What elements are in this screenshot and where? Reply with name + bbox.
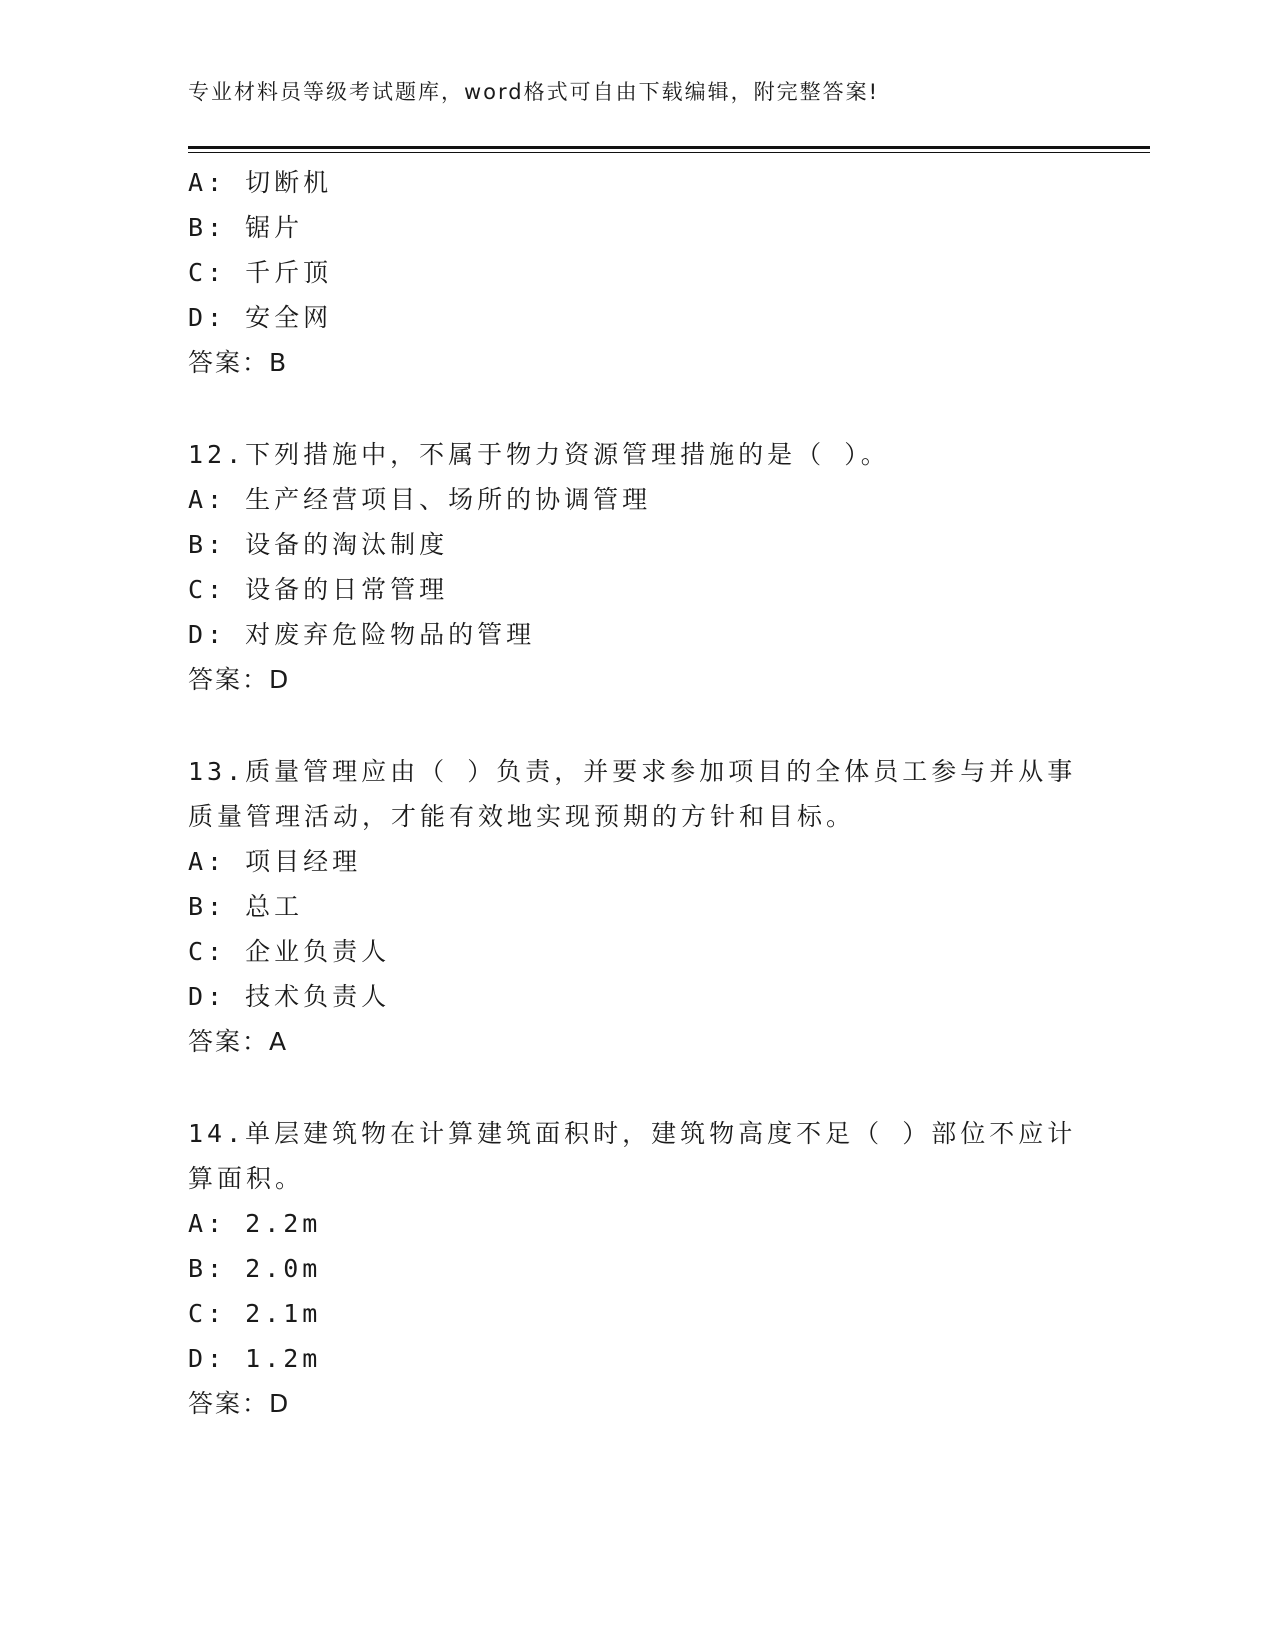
question-13 [188,749,1088,1064]
answer-line: 答案：D [188,665,291,694]
question-stem-continued: 质量管理活动，才能有效地实现预期的方针和目标。 [188,802,856,831]
question-stem: 13.质量管理应由（ ）负责，并要求参加项目的全体员工参与并从事 [188,757,1077,786]
option-c: C: 千斤顶 [188,258,333,287]
option-a: A: 项目经理 [188,847,362,876]
option-d: D: 安全网 [188,303,333,332]
question-stem: 14.单层建筑物在计算建筑面积时，建筑物高度不足（ ）部位不应计 [188,1119,1077,1148]
question-14 [188,1111,1088,1426]
question-stem: 12.下列措施中，不属于物力资源管理措施的是（ ）。 [188,440,890,469]
header-rule-thick [188,146,1150,149]
spacer [188,1064,1088,1111]
spacer [188,702,1088,749]
option-a: A: 生产经营项目、场所的协调管理 [188,485,652,514]
option-a: A: 2.2m [188,1209,322,1238]
option-a: A: 切断机 [188,168,333,197]
answer-line: 答案：A [188,1027,289,1056]
option-d: D: 1.2m [188,1344,322,1373]
option-b: B: 设备的淘汰制度 [188,530,449,559]
header-rule-thin [188,152,1150,153]
answer-line: 答案：B [188,348,289,377]
option-d: D: 对废弃危险物品的管理 [188,620,536,649]
option-c: C: 企业负责人 [188,937,391,966]
option-b: B: 2.0m [188,1254,322,1283]
question-list [188,160,1088,1426]
spacer [188,385,1088,432]
option-d: D: 技术负责人 [188,982,391,1011]
option-c: C: 设备的日常管理 [188,575,449,604]
answer-line: 答案：D [188,1389,291,1418]
page-header: 专业材料员等级考试题库，word格式可自由下载编辑，附完整答案! [188,80,880,104]
option-b: B: 总工 [188,892,304,921]
option-b: B: 锯片 [188,213,304,242]
question-11 [188,160,1088,385]
option-c: C: 2.1m [188,1299,322,1328]
question-12 [188,432,1088,702]
question-stem-continued: 算面积。 [188,1164,305,1193]
